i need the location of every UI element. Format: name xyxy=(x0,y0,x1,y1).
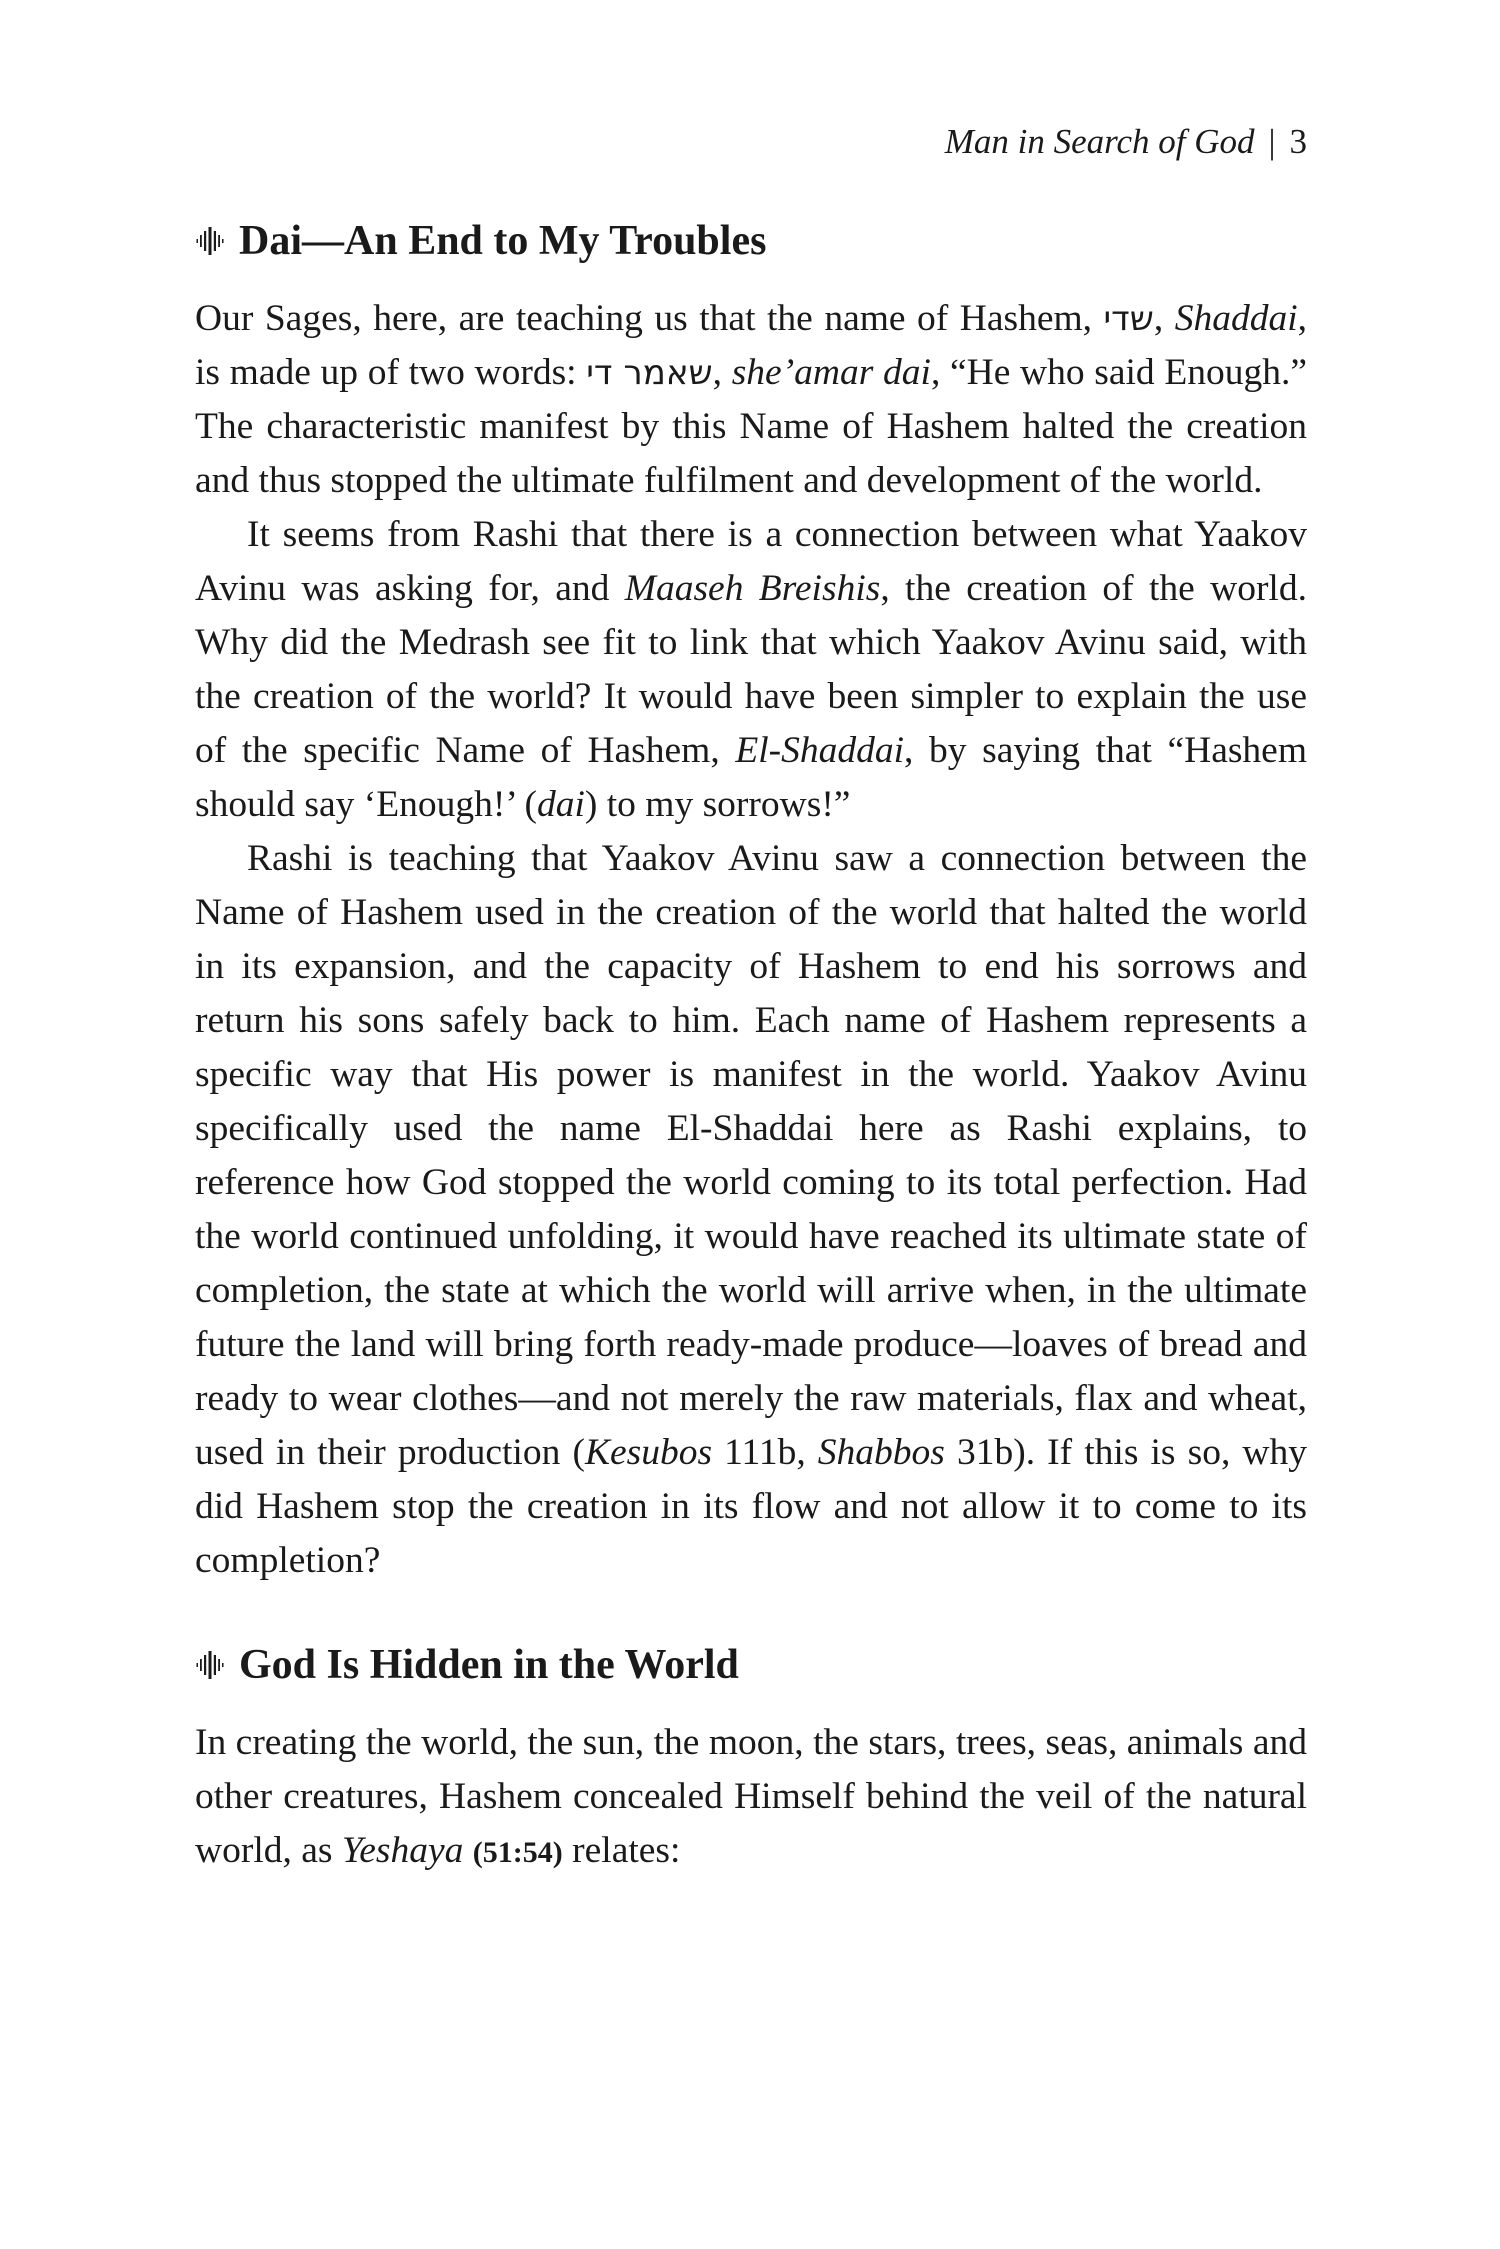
ornament-icon xyxy=(195,1650,225,1680)
paragraph-3: Rashi is teaching that Yaakov Avinu saw a connection between the Name of Hashem used in the creation of the world that halted the world in its expansion, and the capacity of Hashem to end his sorrows and return his sons safely back to him. Each name of Hashem represents a specific way that His power is manifest in the world. Yaakov Avinu specifically used the name El-Shaddai here as Rashi explains, to reference how God stopped the world coming to its total perfection. Had the world continued unfolding, it would have reached its ultimate state of completion, the state at which the world will arrive when, in the ultimate future the land will bring forth ready-made produce—loaves of bread and ready to wear clothes—and not merely the raw materials, flax and wheat, used in their production (Kesubos 111b, Shabbos 31b). If this is so, why did Hashem stop the creation in its flow and not allow it to come to its completion? xyxy=(195,838,1307,1581)
hebrew-phrase-sheamar-dai: שאמר די xyxy=(586,353,713,393)
verse-reference: (51:54) xyxy=(472,1836,563,1869)
section-heading-text: God Is Hidden in the World xyxy=(239,1642,739,1688)
running-head xyxy=(195,120,1307,164)
section-heading-dai xyxy=(195,214,1307,268)
paragraph-4: In creating the world, the sun, the moon, the stars, trees, seas, animals and other creatures, Hashem concealed Himself behind the veil of the natural world, as Yeshaya (51:54) relates: xyxy=(195,1722,1307,1871)
paragraph-1: Our Sages, here, are teaching us that the name of Hashem, שדי, Shaddai, is made up of two words: שאמר די, she’amar dai, “He who said Enough.” The characteristic manifest by this Name of Hashem halted the creation and thus stopped the ultimate fulfilment and development of the world. xyxy=(195,298,1307,501)
book-page xyxy=(195,120,1307,1880)
running-head-separator: | xyxy=(1268,122,1276,161)
section-heading-text: Dai—An End to My Troubles xyxy=(239,218,767,264)
ornament-icon xyxy=(195,226,225,256)
page-number: 3 xyxy=(1289,122,1307,161)
hebrew-word-shaddai: שדי xyxy=(1103,299,1154,339)
running-head-title: Man in Search of God xyxy=(944,122,1255,161)
paragraph-2: It seems from Rashi that there is a connection between what Yaakov Avinu was asking for, and Maaseh Breishis, the creation of the world. Why did the Medrash see fit to link that which Yaakov Avinu said, with the creation of the world? It would have been simpler to explain the use of the specific Name of Hashem, El-Shaddai, by saying that “Hashem should say ‘Enough!’ (dai) to my sorrows!” xyxy=(195,514,1307,825)
section-heading-god-hidden xyxy=(195,1638,1307,1692)
